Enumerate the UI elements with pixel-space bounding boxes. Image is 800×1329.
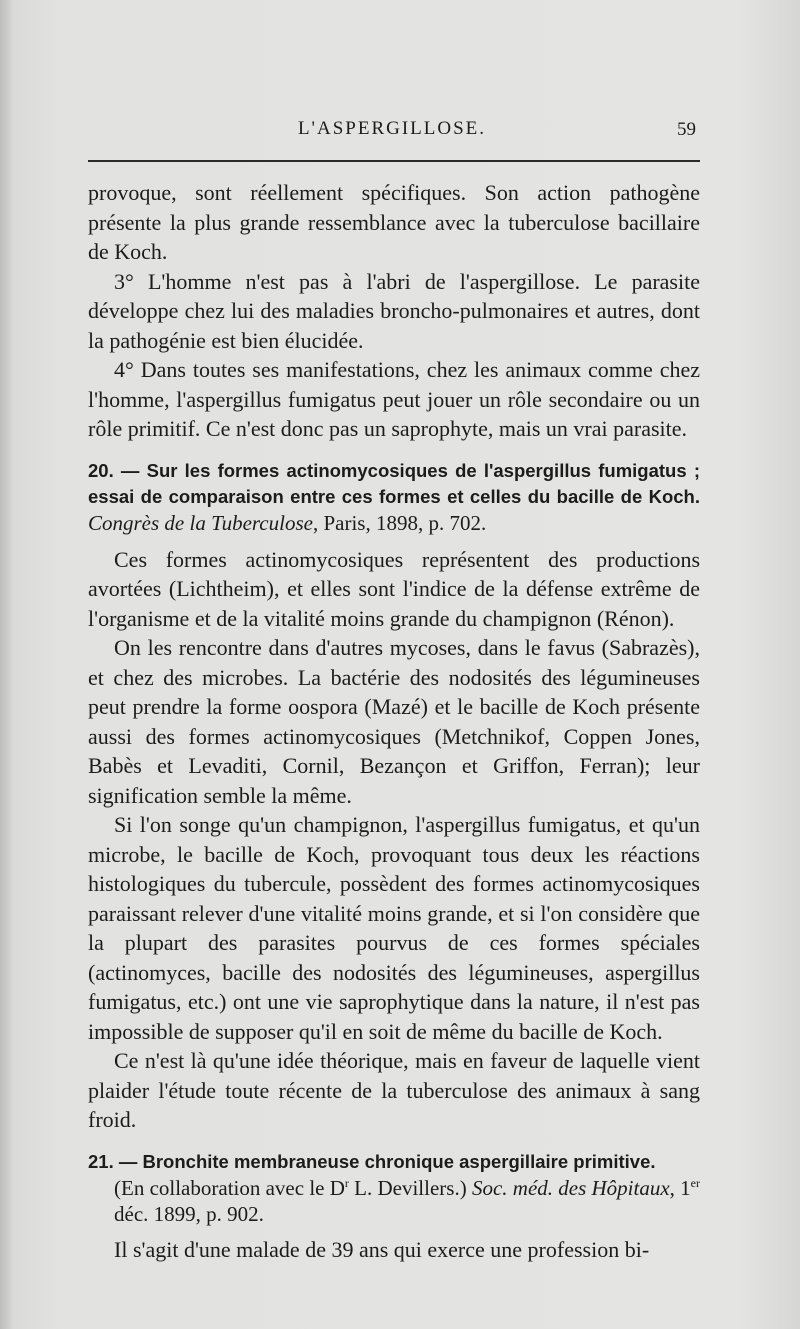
entry-21-number: 21. —	[88, 1150, 138, 1172]
page-number: 59	[677, 119, 696, 140]
paragraph-20-1: Ces formes actinomycosiques représentent des productions avortées (Lichtheim), et elles sont l'indice de la défense extrême de l'organisme et de la vitalité moins grande du champignon (Rénon).	[88, 546, 700, 631]
entry-21-source-title: Soc. méd. des Hôpitaux	[471, 1175, 670, 1200]
entry-20-source-title: Congrès de la Tuberculose	[88, 510, 313, 535]
paragraph-20-2: On les rencontre dans d'autres mycoses, dans le favus (Sabrazès), et chez des microbes. La bactérie des nodosités des légumineuses peut prendre la forme oospora (Mazé) et le bacille de Koch présente aussi des formes actinomycosiques (Metchnikof, Coppen Jones, Babès et Levaditi, Cornil, Bezançon et Griffon, Ferran); leur signification semble la même.	[88, 635, 700, 808]
entry-20-title: Sur les formes actinomycosiques de l'aspergillus fumigatus ; essai de comparaison entre ces formes et celles du bacille de Koch.	[88, 459, 701, 507]
paragraph-21-1: Il s'agit d'une malade de 39 ans qui exerce une profession bi-	[114, 1236, 650, 1262]
paragraph-20-4: Ce n'est là qu'une idée théorique, mais en faveur de laquelle vient plaider l'étude toute récente de la tuberculose des animaux à sang froid.	[88, 1048, 700, 1132]
entry-20-number: 20. —	[88, 459, 140, 481]
entry-21-title: Bronchite membraneuse chronique aspergillaire primitive.	[142, 1150, 656, 1172]
entry-21-details	[88, 1175, 700, 1227]
paragraph-continued: provoque, sont réellement spécifiques. Son action pathogène présente la plus grande ressemblance avec la tuberculose bacillaire de Koch.	[88, 180, 700, 264]
entry-21-heading	[88, 1149, 700, 1227]
running-title: L'ASPERGILLOSE.	[297, 118, 487, 139]
paragraph-20-3: Si l'on songe qu'un champignon, l'aspergillus fumigatus, et qu'un microbe, le bacille de Koch, provoquant tous deux les réactions histologiques du tubercule, possèdent des formes actinomycosiques paraissant relever d'une vitalité moins grande, et si l'on considère que la plupart des parasites pourvus de ces formes spéciales (actinomyces, bacille des nodosités des légumineuses, aspergillus fumigatus, etc.) ont une vie saprophytique dans la nature, il n'est pas impossible de supposer qu'il en soit de même du bacille de Koch.	[88, 812, 700, 1044]
page-body	[88, 178, 700, 1264]
entry-20-source-details: , Paris, 1898, p. 702.	[312, 510, 487, 535]
header-rule	[88, 160, 700, 162]
entry-21-collab-sup: r	[344, 1175, 349, 1190]
paragraph-point-4: 4° Dans toutes ses manifestations, chez les animaux comme chez l'homme, l'aspergillus fumigatus peut jouer un rôle secondaire ou un rôle primitif. Ce n'est donc pas un saprophyte, mais un vrai parasite.	[88, 357, 700, 441]
entry-20-source	[88, 511, 486, 535]
page-header	[88, 118, 696, 142]
entry-21-collab-name: L. Devillers.)	[348, 1175, 467, 1200]
paragraph-point-3: 3° L'homme n'est pas à l'abri de l'aspergillose. Le parasite développe chez lui des maladies broncho-pulmonaires et autres, dont la pathogénie est bien élucidée.	[88, 268, 700, 353]
entry-21-source-b: déc. 1899, p. 902.	[114, 1201, 264, 1226]
entry-21-source-a: , 1	[669, 1175, 691, 1200]
entry-21-collab: (En collaboration avec le D	[114, 1175, 345, 1200]
entry-20-heading	[88, 458, 700, 537]
entry-21-source-sup: er	[690, 1175, 700, 1190]
